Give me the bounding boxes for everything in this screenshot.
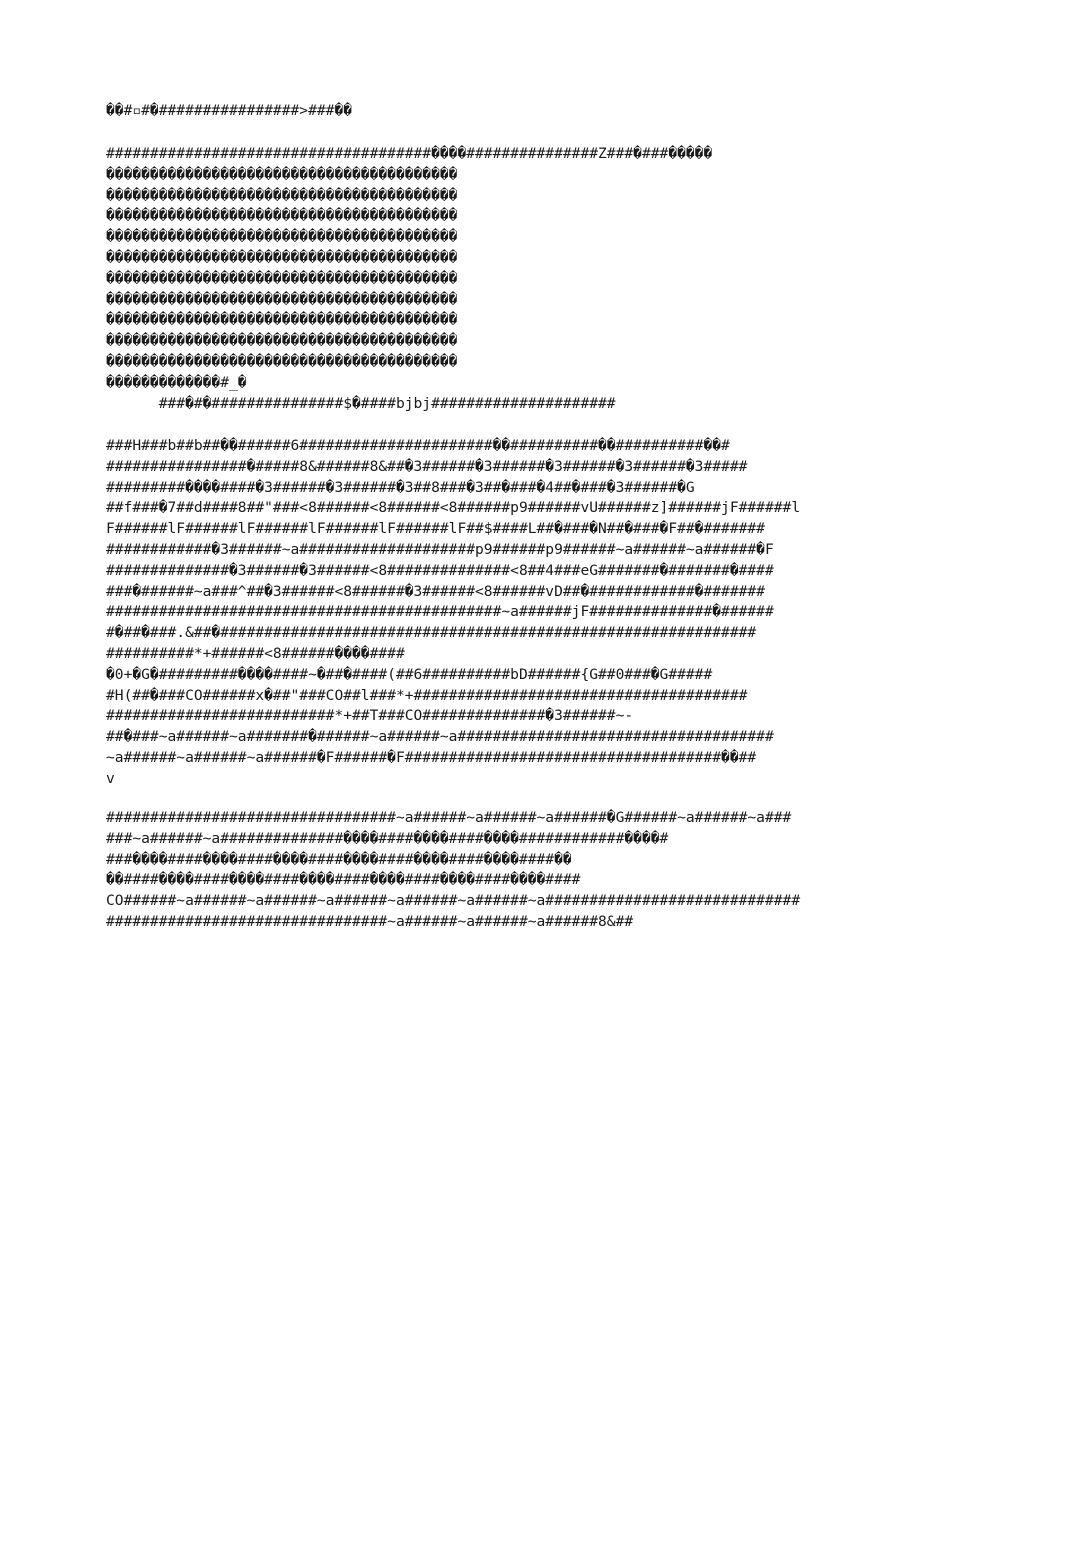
text-line: F######lF######lF######lF######lF######lF##$####L##�###�N##�###�F##�#######: [106, 520, 765, 538]
text-line: ############�3######~a####################p9######p9######~a######~a######�F: [106, 540, 774, 558]
text-line: ###�#�###############$�####bjbj#####################: [106, 394, 616, 412]
text-line: �0+�G�#########����####~�##�####(##6##########bD######{G##0###�G#####: [106, 665, 713, 683]
text-line: ##f###�7##d####8##"###<8######<8######<8######p9######vU######z]######jF######l: [106, 499, 801, 517]
text-line: #############################################~a######jF##############�######: [106, 603, 774, 621]
text-line: #########����####�3######�3######�3##8###�3##�###�4##�###�3######�G: [106, 478, 695, 496]
text-line: #H(##�###CO######x�##"###CO##l###*+######################################: [106, 686, 748, 704]
footer-encoded-block: [106, 808, 986, 933]
text-line: ����������������������������������������: [106, 269, 458, 287]
text-line: �������������#_�: [106, 373, 247, 391]
text-line: ����������������������������������������: [106, 228, 458, 246]
text-line: ################�#####8&######8&##�3######�3######�3######�3######�3#####: [106, 457, 748, 475]
text-line: ����������������������������������������: [106, 332, 458, 350]
encoded-table-block: [106, 436, 986, 790]
text-line: ����������������������������������������: [106, 165, 458, 183]
text-line: #################################~a######~a######~a######�G######~a######~a###: [106, 809, 792, 826]
text-line: ����������������������������������������: [106, 207, 458, 225]
text-line: #####################################����###############Z###�###�����: [106, 145, 713, 162]
text-line: ##########################*+##T###CO##############�3######~-: [106, 707, 634, 725]
text-line: ����������������������������������������: [106, 311, 458, 329]
header-text-block: [106, 101, 986, 122]
text-line: ###~a######~a##############����####����####����############����#: [106, 829, 669, 847]
text-line: ###H###b##b##��######6######################��##########��##########��#: [106, 437, 730, 454]
text-line: ~a######~a######~a######�F######�F####################################��##: [106, 748, 757, 766]
text-line: #�##�###.&##�#############################################################: [106, 624, 757, 642]
text-line: ����������������������������������������: [106, 352, 458, 370]
text-line: ����������������������������������������: [106, 186, 458, 204]
text-line: ###�######~a###^##�3######<8######�3######<8######vD##�############�#######: [106, 582, 765, 600]
text-line: v: [106, 769, 115, 787]
text-line: ��#▫#�################>###��: [106, 102, 353, 119]
text-line: ################################~a######~a######~a######8&##: [106, 912, 634, 930]
text-line: ##�###~a######~a#######�######~a######~a####################################: [106, 728, 774, 746]
text-line: ����������������������������������������: [106, 248, 458, 266]
text-line: ##########*+######<8######����####: [106, 644, 405, 662]
text-line: ##############�3######�3######<8##############<8##4###eG#######�#######�####: [106, 561, 774, 579]
glyph-paragraph-block: [106, 144, 986, 414]
text-line: CO######~a######~a######~a######~a######~a######~a#############################: [106, 892, 801, 910]
text-line: ����������������������������������������: [106, 290, 458, 308]
text-line: ###����####����####����####����####����####����####��: [106, 850, 572, 868]
text-line: ��####����####����####����####����####����####����####: [106, 871, 581, 889]
